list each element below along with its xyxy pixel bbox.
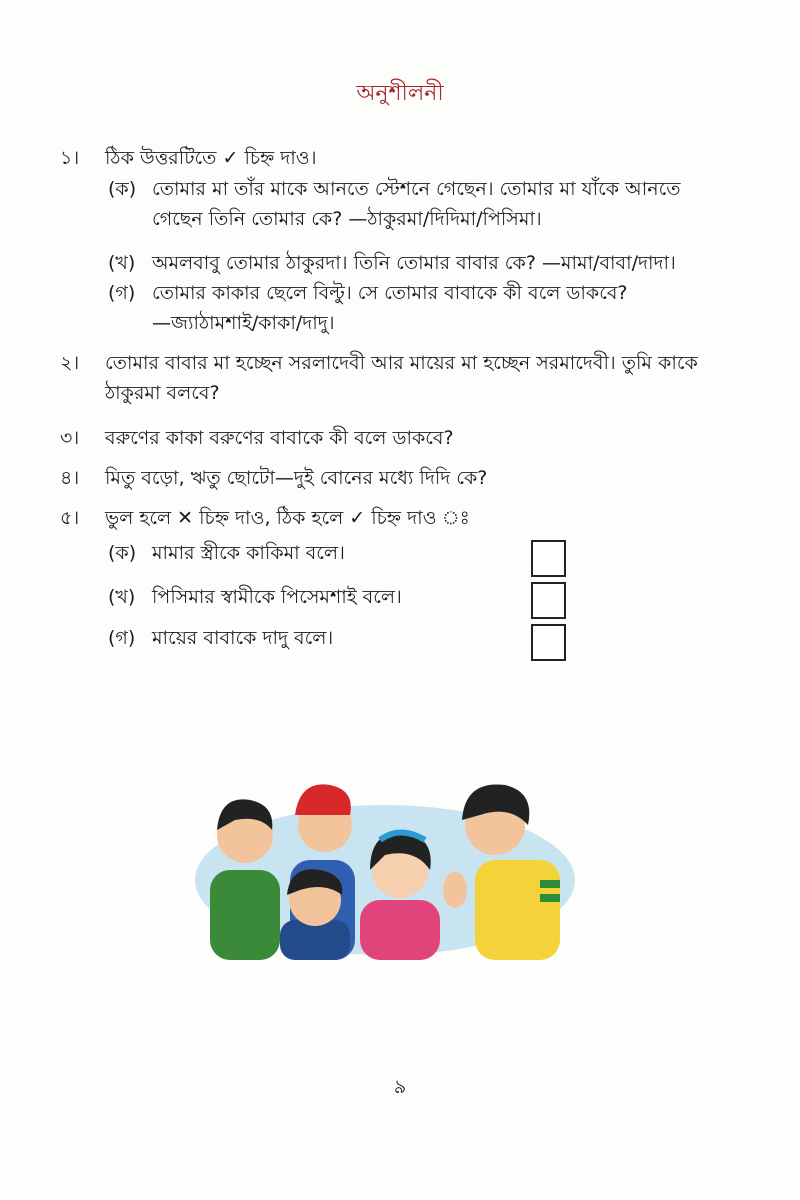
boy-left-figure [210, 799, 280, 960]
question-number: ১। [60, 147, 80, 169]
question-text: বরুণের কাকা বরুণের বাবাকে কী বলে ডাকবে? [105, 427, 454, 449]
item-label: (খ) [108, 252, 136, 274]
item-text: —জ্যাঠামশাই/কাকা/দাদু। [152, 312, 335, 334]
page-title: অনুশীলনী [356, 81, 444, 106]
page-number: ৯ [393, 1076, 407, 1098]
question-number: ২। [60, 352, 80, 374]
item-label: (গ) [108, 282, 136, 304]
question-text: ঠিক উত্তরটিতে ✓ চিহ্ন দাও। [105, 147, 317, 169]
item-text: তোমার কাকার ছেলে বিল্টু। সে তোমার বাবাকে কী বলে ডাকবে? [152, 282, 628, 304]
item-text: মামার স্ত্রীকে কাকিমা বলে। [152, 542, 345, 564]
answer-checkbox[interactable] [531, 540, 566, 577]
item-text: অমলবাবু তোমার ঠাকুরদা। তিনি তোমার বাবার কে? —মামা/বাবা/দাদা। [152, 252, 676, 274]
item-text: গেছেন তিনি তোমার কে? —ঠাকুরমা/দিদিমা/পিসিমা। [152, 208, 542, 230]
children-illustration [190, 770, 580, 960]
question-number: ৪। [60, 467, 80, 489]
question-number: ৫। [60, 507, 80, 529]
item-text: তোমার মা তাঁর মাকে আনতে স্টেশনে গেছেন। তোমার মা যাঁকে আনতে [152, 178, 681, 200]
item-label: (ক) [108, 178, 137, 200]
item-text: মায়ের বাবাকে দাদু বলে। [152, 627, 334, 649]
question-text: তোমার বাবার মা হচ্ছেন সরলাদেবী আর মায়ের মা হচ্ছেন সরমাদেবী। তুমি কাকে [105, 352, 698, 374]
question-number: ৩। [60, 427, 80, 449]
item-label: (খ) [108, 586, 136, 608]
answer-checkbox[interactable] [531, 624, 566, 661]
item-label: (গ) [108, 627, 136, 649]
question-text: ঠাকুরমা বলবে? [105, 382, 220, 404]
item-text: পিসিমার স্বামীকে পিসেমশাই বলে। [152, 586, 402, 608]
question-text: ভুল হলে ✕ চিহ্ন দাও, ঠিক হলে ✓ চিহ্ন দাও ঃ [105, 507, 470, 529]
question-text: মিতু বড়ো, ঋতু ছোটো—দুই বোনের মধ্যে দিদি কে? [105, 467, 488, 489]
answer-checkbox[interactable] [531, 582, 566, 619]
item-label: (ক) [108, 542, 137, 564]
